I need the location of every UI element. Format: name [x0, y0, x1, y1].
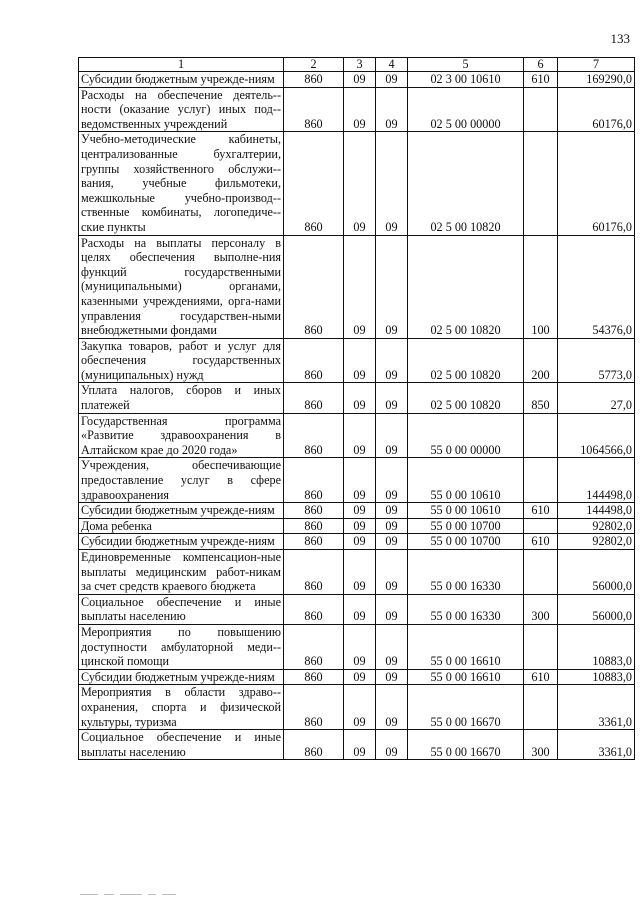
row-amount: 144498,0: [558, 458, 635, 503]
row-subsection: 09: [376, 594, 408, 624]
row-expense-type: 610: [524, 534, 558, 550]
row-target-article: 02 5 00 10820: [408, 338, 524, 383]
table-row: [79, 550, 635, 595]
table-row: [79, 730, 635, 760]
row-admin-code: 860: [284, 503, 344, 519]
row-section: 09: [344, 518, 376, 534]
row-subsection: 09: [376, 730, 408, 760]
row-amount: 5773,0: [558, 338, 635, 383]
row-expense-type: 610: [524, 503, 558, 519]
row-amount: 3361,0: [558, 685, 635, 730]
row-name: Дома ребенка: [79, 518, 284, 534]
row-expense-type: [524, 624, 558, 669]
row-admin-code: 860: [284, 624, 344, 669]
table-row: [79, 132, 635, 235]
row-admin-code: 860: [284, 87, 344, 132]
row-name: Субсидии бюджетным учрежде-ниям: [79, 669, 284, 685]
row-admin-code: 860: [284, 132, 344, 235]
row-name: Мероприятия по повышению доступности амбулаторной меди-цинской помощи: [79, 624, 284, 669]
table-row: [79, 534, 635, 550]
row-amount: 169290,0: [558, 72, 635, 88]
header-col-7: 7: [558, 58, 635, 72]
header-col-6: 6: [524, 58, 558, 72]
row-expense-type: 100: [524, 235, 558, 338]
row-subsection: 09: [376, 458, 408, 503]
row-amount: 56000,0: [558, 594, 635, 624]
table-row: [79, 413, 635, 458]
row-section: 09: [344, 534, 376, 550]
row-name: Расходы на обеспечение деятель-ности (оказание услуг) иных под-ведомственных учреждений: [79, 87, 284, 132]
table-row: [79, 624, 635, 669]
row-subsection: 09: [376, 624, 408, 669]
row-target-article: 55 0 00 10700: [408, 518, 524, 534]
row-target-article: 02 5 00 10820: [408, 383, 524, 413]
row-expense-type: [524, 413, 558, 458]
row-amount: 10883,0: [558, 624, 635, 669]
row-subsection: 09: [376, 685, 408, 730]
row-subsection: 09: [376, 87, 408, 132]
header-col-2: 2: [284, 58, 344, 72]
row-amount: 60176,0: [558, 87, 635, 132]
row-section: 09: [344, 235, 376, 338]
row-section: 09: [344, 383, 376, 413]
row-section: 09: [344, 413, 376, 458]
row-section: 09: [344, 550, 376, 595]
row-section: 09: [344, 594, 376, 624]
row-section: 09: [344, 730, 376, 760]
table-row: [79, 87, 635, 132]
row-expense-type: 300: [524, 730, 558, 760]
row-name: Социальное обеспечение и иные выплаты населению: [79, 730, 284, 760]
row-amount: 54376,0: [558, 235, 635, 338]
table-row: [79, 235, 635, 338]
header-col-4: 4: [376, 58, 408, 72]
row-target-article: 55 0 00 16610: [408, 624, 524, 669]
row-name: Социальное обеспечение и иные выплаты населению: [79, 594, 284, 624]
row-amount: 1064566,0: [558, 413, 635, 458]
row-admin-code: 860: [284, 685, 344, 730]
row-name: Субсидии бюджетным учрежде-ниям: [79, 72, 284, 88]
row-admin-code: 860: [284, 413, 344, 458]
row-subsection: 09: [376, 235, 408, 338]
row-name: Мероприятия в области здраво-охранения, спорта и физической культуры, туризма: [79, 685, 284, 730]
row-expense-type: [524, 458, 558, 503]
row-target-article: 55 0 00 16670: [408, 730, 524, 760]
row-name: Субсидии бюджетным учрежде-ниям: [79, 503, 284, 519]
row-admin-code: 860: [284, 338, 344, 383]
row-name: Государственная программа «Развитие здравоохранения в Алтайском крае до 2020 года»: [79, 413, 284, 458]
row-target-article: 55 0 00 16610: [408, 669, 524, 685]
row-section: 09: [344, 685, 376, 730]
row-admin-code: 860: [284, 669, 344, 685]
row-subsection: 09: [376, 132, 408, 235]
row-admin-code: 860: [284, 383, 344, 413]
row-expense-type: [524, 87, 558, 132]
row-amount: 10883,0: [558, 669, 635, 685]
row-expense-type: [524, 518, 558, 534]
header-col-5: 5: [408, 58, 524, 72]
row-subsection: 09: [376, 383, 408, 413]
row-name: Единовременные компенсацион-ные выплаты медицинским работ-никам за счет средств краевого бюджета: [79, 550, 284, 595]
table-row: [79, 338, 635, 383]
row-section: 09: [344, 669, 376, 685]
row-target-article: 02 5 00 10820: [408, 235, 524, 338]
table-row: [79, 594, 635, 624]
row-subsection: 09: [376, 338, 408, 383]
scan-artifacts: [80, 885, 240, 893]
header-col-3: 3: [344, 58, 376, 72]
table-body: [79, 72, 635, 760]
table-row: [79, 685, 635, 730]
row-section: 09: [344, 338, 376, 383]
table-row: [79, 72, 635, 88]
row-amount: 92802,0: [558, 518, 635, 534]
row-target-article: 02 5 00 00000: [408, 87, 524, 132]
row-section: 09: [344, 72, 376, 88]
row-expense-type: 850: [524, 383, 558, 413]
row-target-article: 55 0 00 16330: [408, 594, 524, 624]
row-name: Расходы на выплаты персоналу в целях обеспечения выполне-ния функций государственными (муниципальными) органами, казенными учреждениями, орга-нами управления государствен-ными внебюджетными фондами: [79, 235, 284, 338]
row-section: 09: [344, 458, 376, 503]
header-col-1: 1: [79, 58, 284, 72]
row-amount: 27,0: [558, 383, 635, 413]
row-amount: 56000,0: [558, 550, 635, 595]
row-section: 09: [344, 503, 376, 519]
row-target-article: 55 0 00 16330: [408, 550, 524, 595]
row-section: 09: [344, 132, 376, 235]
row-section: 09: [344, 624, 376, 669]
row-amount: 3361,0: [558, 730, 635, 760]
row-amount: 60176,0: [558, 132, 635, 235]
row-admin-code: 860: [284, 458, 344, 503]
row-expense-type: [524, 550, 558, 595]
row-amount: 144498,0: [558, 503, 635, 519]
row-subsection: 09: [376, 72, 408, 88]
row-target-article: 02 3 00 10610: [408, 72, 524, 88]
row-subsection: 09: [376, 503, 408, 519]
table-header-row: [79, 58, 635, 72]
row-name: Закупка товаров, работ и услуг для обеспечения государственных (муниципальных) нужд: [79, 338, 284, 383]
row-name: Учебно-методические кабинеты, централизованные бухгалтерии, группы хозяйственного обслужи-вания, учебные фильмотеки, межшкольные учебно-производ-ственные комбинаты, логопедиче-ские пункты: [79, 132, 284, 235]
budget-table: [78, 57, 635, 760]
row-target-article: 55 0 00 10700: [408, 534, 524, 550]
table-row: [79, 518, 635, 534]
row-target-article: 55 0 00 10610: [408, 503, 524, 519]
row-expense-type: 610: [524, 72, 558, 88]
row-expense-type: [524, 132, 558, 235]
row-target-article: 55 0 00 16670: [408, 685, 524, 730]
row-expense-type: 300: [524, 594, 558, 624]
table-row: [79, 458, 635, 503]
row-subsection: 09: [376, 550, 408, 595]
table-row: [79, 669, 635, 685]
row-expense-type: [524, 685, 558, 730]
row-name: Субсидии бюджетным учрежде-ниям: [79, 534, 284, 550]
row-admin-code: 860: [284, 594, 344, 624]
row-admin-code: 860: [284, 550, 344, 595]
row-expense-type: 610: [524, 669, 558, 685]
row-target-article: 55 0 00 10610: [408, 458, 524, 503]
row-name: Учреждения, обеспечивающие предоставление услуг в сфере здравоохранения: [79, 458, 284, 503]
row-section: 09: [344, 87, 376, 132]
page-number: 133: [610, 31, 630, 46]
row-admin-code: 860: [284, 730, 344, 760]
row-amount: 92802,0: [558, 534, 635, 550]
row-subsection: 09: [376, 518, 408, 534]
row-admin-code: 860: [284, 534, 344, 550]
row-admin-code: 860: [284, 72, 344, 88]
row-admin-code: 860: [284, 518, 344, 534]
row-admin-code: 860: [284, 235, 344, 338]
row-target-article: 02 5 00 10820: [408, 132, 524, 235]
row-subsection: 09: [376, 413, 408, 458]
row-subsection: 09: [376, 669, 408, 685]
table-row: [79, 383, 635, 413]
row-expense-type: 200: [524, 338, 558, 383]
table-row: [79, 503, 635, 519]
row-name: Уплата налогов, сборов и иных платежей: [79, 383, 284, 413]
row-subsection: 09: [376, 534, 408, 550]
row-target-article: 55 0 00 00000: [408, 413, 524, 458]
